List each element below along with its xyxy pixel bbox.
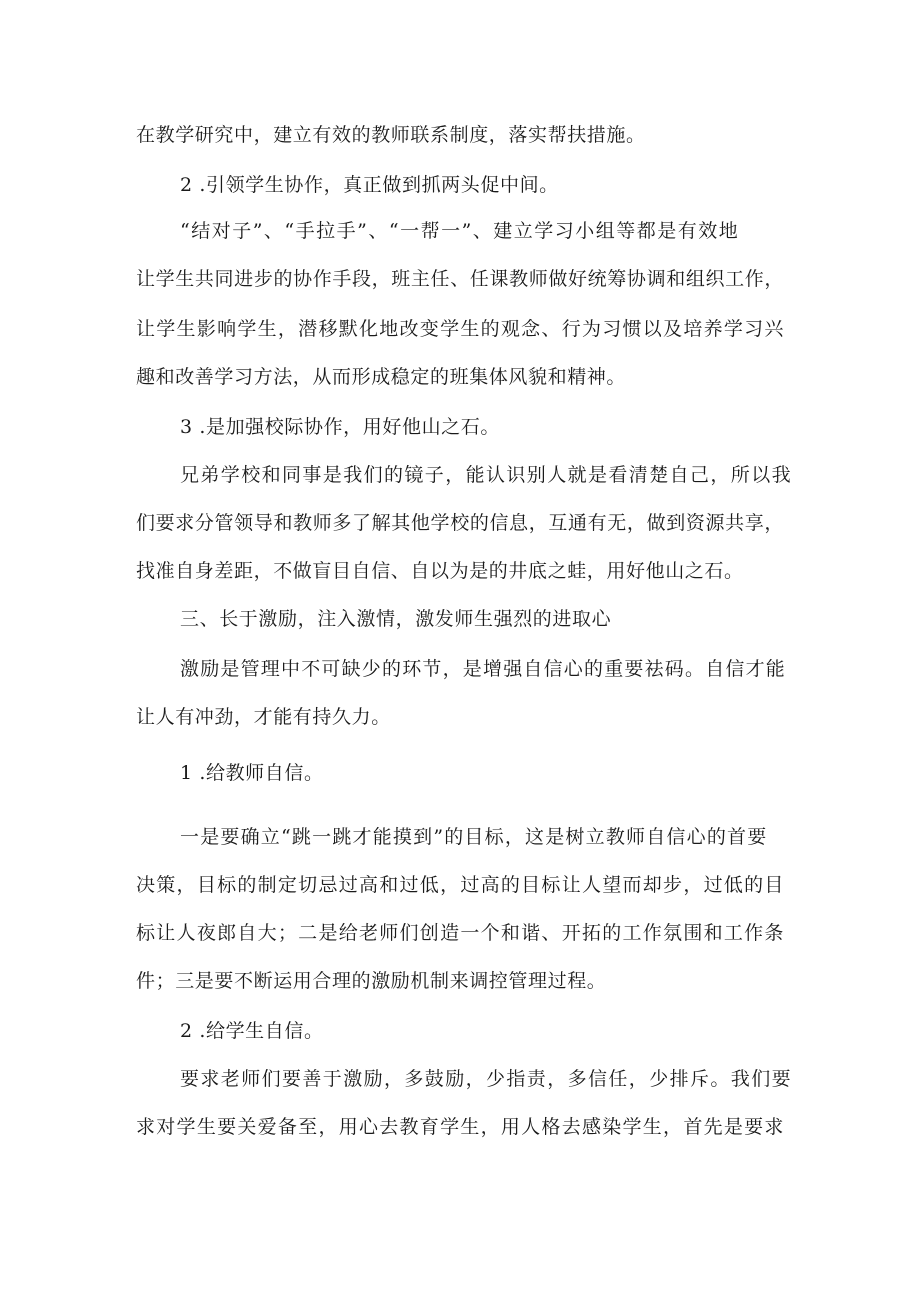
paragraph-line: 趣和改善学习方法，从而形成稳定的班集体风貌和精神。 bbox=[136, 366, 627, 388]
numbered-heading: 3 .是加强校际协作，用好他山之石。 bbox=[180, 416, 500, 438]
paragraph-line: 让人有冲劲，才能有持久力。 bbox=[136, 706, 391, 728]
paragraph-line: 标让人夜郎自大；二是给老师们创造一个和谐、开拓的工作氛围和工作条 bbox=[136, 922, 784, 944]
paragraph-line: 让学生影响学生，潜移默化地改变学生的观念、行为习惯以及培养学习兴 bbox=[136, 318, 784, 340]
paragraph-line: 在教学研究中，建立有效的教师联系制度，落实帮扶措施。 bbox=[136, 124, 646, 146]
paragraph-line: 求对学生要关爱备至，用心去教育学生，用人格去感染学生，首先是要求 bbox=[136, 1116, 784, 1138]
paragraph-line: 件；三是要不断运用合理的激励机制来调控管理过程。 bbox=[136, 970, 607, 992]
paragraph-line: 一是要确立“跳一跳才能摸到”的目标，这是树立教师自信心的首要 bbox=[180, 826, 768, 848]
paragraph-line: 要求老师们要善于激励，多鼓励，少指责，多信任，少排斥。我们要 bbox=[180, 1068, 793, 1090]
paragraph-line: 们要求分管领导和教师多了解其他学校的信息，互通有无，做到资源共享， bbox=[136, 512, 784, 534]
paragraph-line: 激励是管理中不可缺少的环节，是增强自信心的重要祛码。自信才能 bbox=[180, 658, 787, 680]
numbered-heading: 2 .给学生自信。 bbox=[180, 1020, 324, 1042]
paragraph-line: 兄弟学校和同事是我们的镜子，能认识别人就是看清楚自己，所以我 bbox=[180, 464, 793, 486]
paragraph-line: 决策，目标的制定切忌过高和过低，过高的目标让人望而却步，过低的目 bbox=[136, 874, 784, 896]
numbered-heading: 2 .引领学生协作，真正做到抓两头促中间。 bbox=[180, 174, 559, 196]
paragraph-line: “结对子”、“手拉手”、“一帮一”、建立学习小组等都是有效地 bbox=[180, 220, 740, 242]
numbered-heading: 1 .给教师自信。 bbox=[180, 762, 324, 784]
section-heading: 三、长于激励，注入激情，激发师生强烈的进取心 bbox=[180, 608, 612, 630]
paragraph-line: 让学生共同进步的协作手段，班主任、任课教师做好统筹协调和组织工作， bbox=[136, 268, 784, 290]
paragraph-line: 找准自身差距，不做盲目自信、自以为是的井底之蛙，用好他山之石。 bbox=[136, 560, 744, 582]
